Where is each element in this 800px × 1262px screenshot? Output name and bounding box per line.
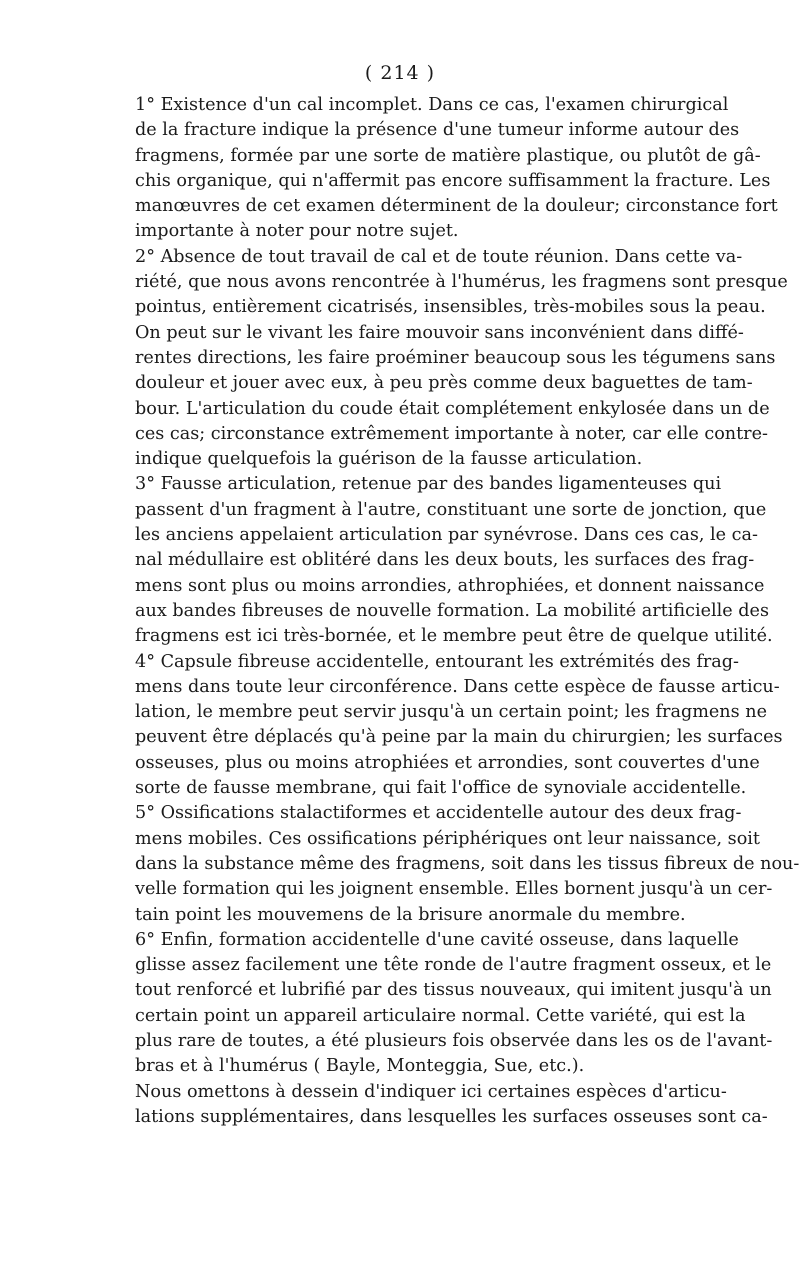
text-line: chis organique, qui n'affermit pas encore suffisamment la fracture. Les (135, 170, 771, 191)
text-line: glisse assez facilement une tête ronde de l'autre fragment osseux, et le (135, 955, 772, 976)
text-line: fragmens est ici très-bornée, et le membre peut être de quelque utilité. (135, 626, 773, 647)
text-line: 2° Absence de tout travail de cal et de toute réunion. Dans cette va- (135, 246, 743, 267)
text-line: ces cas; circonstance extrêmement importante à noter, car elle contre- (135, 423, 768, 444)
text-line: manœuvres de cet examen déterminent de la douleur; circonstance fort (135, 196, 778, 217)
text-line: rentes directions, les faire proéminer beaucoup sous les tégumens sans (135, 347, 776, 368)
text-line: 4° Capsule fibreuse accidentelle, entourant les extrémités des frag- (135, 651, 739, 672)
text-line: dans la substance même des fragmens, soit dans les tissus fibreux de nou- (135, 853, 800, 874)
text-line: 6° Enfin, formation accidentelle d'une cavité osseuse, dans laquelle (135, 929, 739, 950)
text-line: nal médullaire est oblitéré dans les deux bouts, les surfaces des frag- (135, 550, 755, 571)
text-line: passent d'un fragment à l'autre, constituant une sorte de jonction, que (135, 499, 767, 520)
text-line: sorte de fausse membrane, qui fait l'office de synoviale accidentelle. (135, 778, 747, 799)
text-line: bour. L'articulation du coude était complétement enkylosée dans un de (135, 398, 770, 419)
text-line: riété, que nous avons rencontrée à l'humérus, les fragmens sont presque (135, 272, 788, 293)
text-line: 3° Fausse articulation, retenue par des bandes ligamenteuses qui (135, 474, 722, 495)
text-line: indique quelquefois la guérison de la fausse articulation. (135, 449, 643, 470)
text-line: certain point un appareil articulaire normal. Cette variété, qui est la (135, 1005, 746, 1026)
text-line: mens sont plus ou moins arrondies, athrophiées, et donnent naissance (135, 575, 765, 596)
paragraph-3 (135, 472, 773, 649)
text-line: bras et à l'humérus ( Bayle, Monteggia, Sue, etc.). (135, 1056, 585, 1077)
text-line: tout renforcé et lubrifié par des tissus nouveaux, qui imitent jusqu'à un (135, 980, 772, 1001)
text-line: pointus, entièrement cicatrisés, insensibles, très-mobiles sous la peau. (135, 297, 766, 318)
text-line: aux bandes fibreuses de nouvelle formation. La mobilité artificielle des (135, 600, 769, 621)
paragraph-7 (135, 1080, 768, 1131)
text-line: les anciens appelaient articulation par synévrose. Dans ces cas, le ca- (135, 525, 758, 546)
text-line: mens mobiles. Ces ossifications périphériques ont leur naissance, soit (135, 828, 760, 849)
text-line: 5° Ossifications stalactiformes et accidentelle autour des deux frag- (135, 803, 742, 824)
text-line: tain point les mouvemens de la brisure anormale du membre. (135, 904, 686, 925)
text-line: peuvent être déplacés qu'à peine par la main du chirurgien; les surfaces (135, 727, 783, 748)
text-line: Nous omettons à dessein d'indiquer ici certaines espèces d'articu- (135, 1081, 727, 1102)
paragraph-6 (135, 928, 773, 1080)
page-number: ( 214 ) (364, 62, 436, 84)
text-line: douleur et jouer avec eux, à peu près comme deux baguettes de tam- (135, 373, 753, 394)
text-line: fragmens, formée par une sorte de matière plastique, ou plutôt de gâ- (135, 145, 761, 166)
text-line: lations supplémentaires, dans lesquelles les surfaces osseuses sont ca- (135, 1106, 768, 1127)
paragraph-2 (135, 245, 788, 473)
body-text (135, 93, 800, 1130)
text-line: On peut sur le vivant les faire mouvoir sans inconvénient dans diffé- (135, 322, 744, 343)
text-line: importante à noter pour notre sujet. (135, 221, 459, 242)
text-line: mens dans toute leur circonférence. Dans cette espèce de fausse articu- (135, 676, 780, 697)
text-line: velle formation qui les joignent ensemble. Elles bornent jusqu'à un cer- (135, 879, 773, 900)
text-line: de la fracture indique la présence d'une tumeur informe autour des (135, 120, 740, 141)
text-line: osseuses, plus ou moins atrophiées et arrondies, sont couvertes d'une (135, 752, 760, 773)
text-line: plus rare de toutes, a été plusieurs fois observée dans les os de l'avant- (135, 1030, 773, 1051)
text-line: 1° Existence d'un cal incomplet. Dans ce cas, l'examen chirurgical (135, 95, 729, 115)
paragraph-1 (135, 93, 778, 245)
paragraph-4 (135, 650, 783, 802)
paragraph-5 (135, 801, 800, 927)
text-line: lation, le membre peut servir jusqu'à un certain point; les fragmens ne (135, 702, 767, 723)
